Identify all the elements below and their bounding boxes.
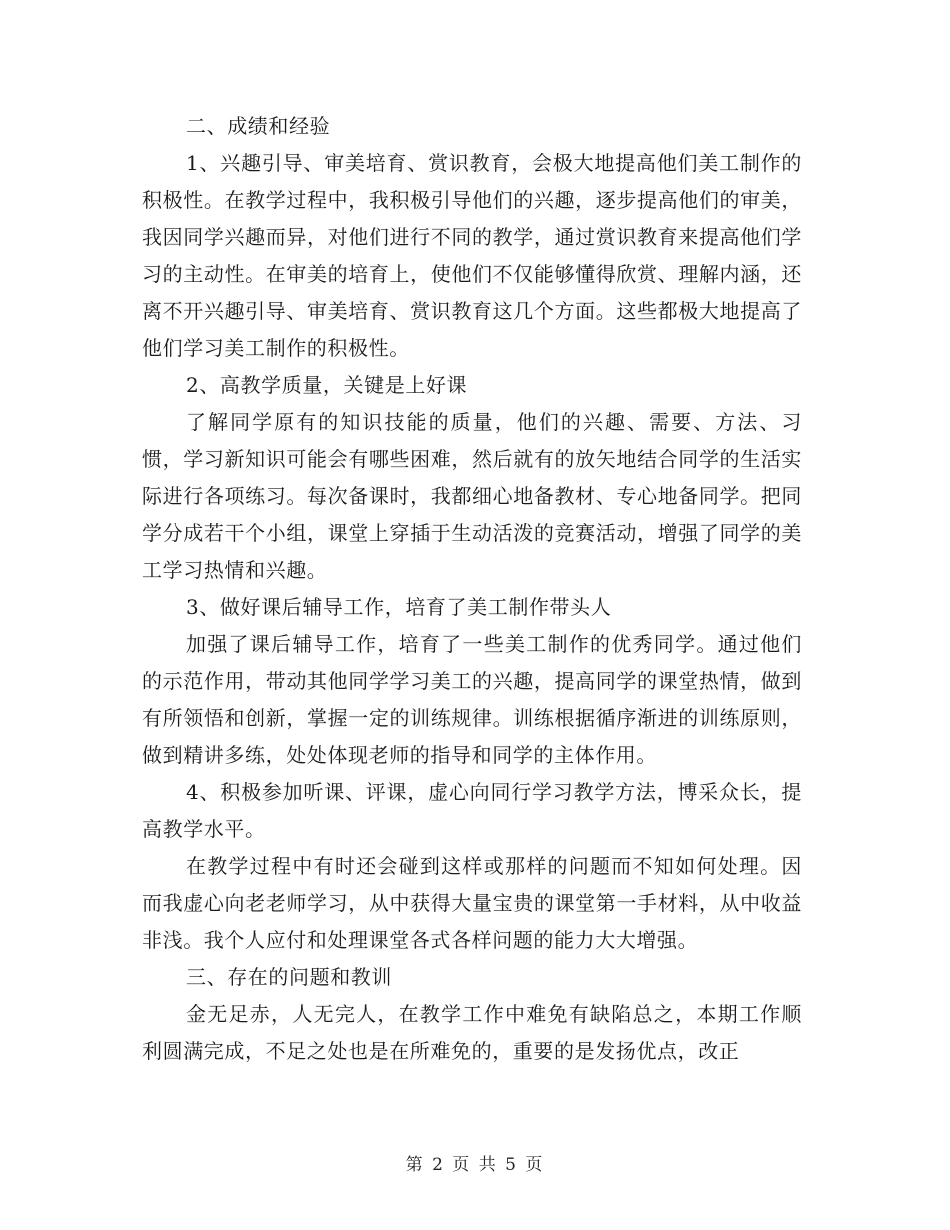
paragraph-problems: 金无足赤，人无完人，在教学工作中难免有缺陷总之，本期工作顺利圆满完成，不足之处也是在所难免的，重要的是发扬优点，改正: [142, 1002, 802, 1063]
subheading-teaching-quality: 2、高教学质量，关键是上好课: [186, 373, 468, 397]
paragraph-learning-from-teachers: 在教学过程中有时还会碰到这样或那样的问题而不知如何处理。因而我虚心向老老师学习，从中获得大量宝贵的课堂第一手材料，从中收益非浅。我个人应付和处理课堂各式各样问题的能力大大增强。: [142, 854, 802, 952]
document-body: [142, 108, 802, 1070]
section-heading-problems: 三、存在的问题和教训: [186, 965, 392, 989]
paragraph-interest-guidance: 1、兴趣引导、审美培育、赏识教育，会极大地提高他们美工制作的积极性。在教学过程中，我积极引导他们的兴趣，逐步提高他们的审美，我因同学兴趣而异，对他们进行不同的教学，通过赏识教育来提高他们学习的主动性。在审美的培育上，使他们不仅能够懂得欣赏、理解内涵，还离不开兴趣引导、审美培育、赏识教育这几个方面。这些都极大地提高了他们学习美工制作的积极性。: [142, 151, 802, 360]
page-number-footer: 第 2 页 共 5 页: [405, 1155, 545, 1175]
paragraph-teaching-quality: 了解同学原有的知识技能的质量，他们的兴趣、需要、方法、习惯，学习新知识可能会有哪些困难，然后就有的放矢地结合同学的生活实际进行各项练习。每次备课时，我都细心地备教材、专心地备同学。把同学分成若干个小组，课堂上穿插于生动活泼的竞赛活动，增强了同学的美工学习热情和兴趣。: [142, 410, 802, 582]
section-heading-achievements: 二、成绩和经验: [186, 114, 331, 138]
subheading-after-class-tutoring: 3、做好课后辅导工作，培育了美工制作带头人: [186, 595, 612, 619]
paragraph-lesson-observation: 4、积极参加听课、评课，虚心向同行学习教学方法，博采众长，提高教学水平。: [142, 780, 802, 841]
paragraph-after-class-tutoring: 加强了课后辅导工作，培育了一些美工制作的优秀同学。通过他们的示范作用，带动其他同学学习美工的兴趣，提高同学的课堂热情，做到有所领悟和创新，掌握一定的训练规律。训练根据循序渐进的训练原则，做到精讲多练，处处体现老师的指导和同学的主体作用。: [142, 632, 802, 767]
